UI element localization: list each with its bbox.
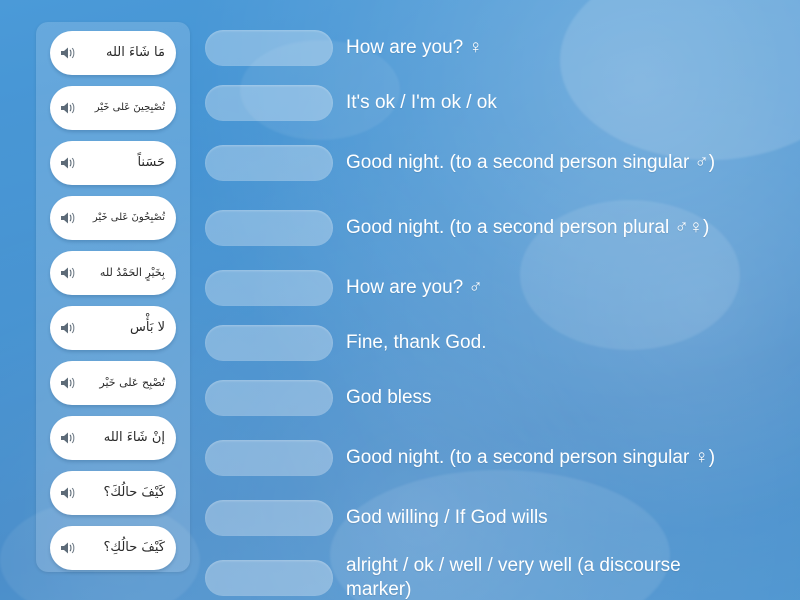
question-row-list xyxy=(205,26,765,600)
drop-zone[interactable] xyxy=(205,30,333,66)
question-row xyxy=(205,26,765,70)
speaker-icon[interactable] xyxy=(59,375,77,391)
answer-chip-panel xyxy=(36,22,190,572)
answer-chip-list xyxy=(36,22,190,581)
answer-chip[interactable] xyxy=(50,196,176,240)
answer-chip-label: كَيْفَ حالُكَ؟ xyxy=(103,484,165,500)
question-row xyxy=(205,136,765,190)
answer-chip[interactable] xyxy=(50,416,176,460)
question-row xyxy=(205,81,765,125)
answer-chip[interactable] xyxy=(50,31,176,75)
drop-zone[interactable] xyxy=(205,500,333,536)
prompt-text: God willing / If God wills xyxy=(346,506,548,528)
prompt-text: God bless xyxy=(346,386,432,408)
answer-chip-label: تُصْبِح عَلى خَيْر xyxy=(99,375,165,389)
answer-chip[interactable] xyxy=(50,526,176,570)
prompt-text: Good night. (to a second person plural ♂♀) xyxy=(346,216,710,238)
drop-zone[interactable] xyxy=(205,440,333,476)
answer-chip-label: لا بَأْس xyxy=(130,319,165,335)
question-row xyxy=(205,376,765,420)
speaker-icon[interactable] xyxy=(59,210,77,226)
prompt-text: alright / ok / well / very well (a discourse marker) xyxy=(346,554,681,600)
speaker-icon[interactable] xyxy=(59,430,77,446)
answer-chip-label: كَيْفَ حالُكِ؟ xyxy=(103,539,165,555)
answer-chip-label: تُصْبِحِينَ عَلى خَيْر xyxy=(94,102,165,114)
speaker-icon[interactable] xyxy=(59,320,77,336)
drop-zone[interactable] xyxy=(205,325,333,361)
prompt-text: How are you? ♂ xyxy=(346,276,483,298)
answer-chip[interactable] xyxy=(50,86,176,130)
prompt-text: It's ok / I'm ok / ok xyxy=(346,91,497,113)
drop-zone[interactable] xyxy=(205,145,333,181)
question-row xyxy=(205,321,765,365)
answer-chip[interactable] xyxy=(50,306,176,350)
speaker-icon[interactable] xyxy=(59,540,77,556)
answer-chip-label: إنْ شَاءَ الله xyxy=(103,429,165,445)
prompt-text: Good night. (to a second person singular ♂) xyxy=(346,151,716,173)
answer-chip[interactable] xyxy=(50,141,176,185)
drop-zone[interactable] xyxy=(205,270,333,306)
question-row xyxy=(205,201,765,255)
drop-zone[interactable] xyxy=(205,560,333,596)
drop-zone[interactable] xyxy=(205,85,333,121)
drop-zone[interactable] xyxy=(205,210,333,246)
question-row xyxy=(205,431,765,485)
question-row xyxy=(205,266,765,310)
answer-chip-label: بِخَيْرٍ الحَمْدُ لله xyxy=(99,265,165,279)
speaker-icon[interactable] xyxy=(59,485,77,501)
drop-zone[interactable] xyxy=(205,380,333,416)
answer-chip[interactable] xyxy=(50,471,176,515)
question-row xyxy=(205,496,765,540)
question-row xyxy=(205,551,765,600)
speaker-icon[interactable] xyxy=(59,100,77,116)
prompt-text: Fine, thank God. xyxy=(346,331,487,353)
answer-chip-label: حَسَناً xyxy=(137,154,165,170)
answer-chip[interactable] xyxy=(50,361,176,405)
answer-chip-label: تُصْبِحُونَ عَلى خَيْر xyxy=(92,212,165,224)
answer-chip[interactable] xyxy=(50,251,176,295)
answer-chip-label: مَا شَاءَ الله xyxy=(105,44,165,60)
prompt-text: Good night. (to a second person singular ♀) xyxy=(346,446,716,468)
speaker-icon[interactable] xyxy=(59,155,77,171)
speaker-icon[interactable] xyxy=(59,45,77,61)
prompt-text: How are you? ♀ xyxy=(346,36,483,58)
speaker-icon[interactable] xyxy=(59,265,77,281)
